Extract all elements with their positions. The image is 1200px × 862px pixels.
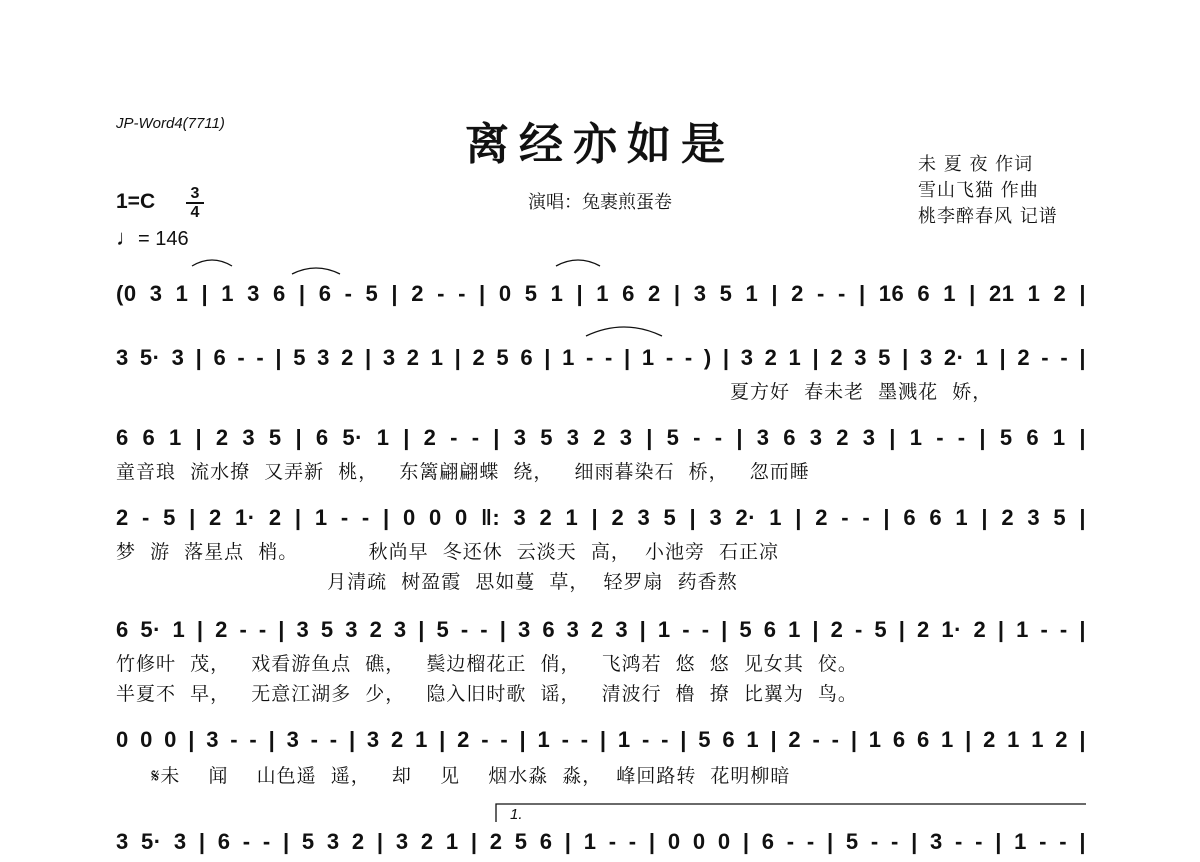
quarter-note-icon: ♩ — [116, 225, 138, 250]
software-stamp: JP-Word4(7711) — [116, 115, 225, 132]
lyricist-credit: 未 夏 夜 作词 — [918, 154, 1034, 175]
lyric-line-4-verse-1: 梦 游 落星点 梢。 秋尚早 冬还休 云淡天 高， 小池旁 石正凉 — [116, 541, 780, 563]
tempo-value: = 146 — [138, 228, 189, 250]
tie-mark — [586, 327, 662, 336]
lyric-line-4-verse-2: 月清疏 树盈霞 思如蔓 草， 轻罗扇 药香熬 — [116, 571, 738, 593]
volta-label: 1. — [510, 806, 523, 823]
score-line-1: (0 3 1 | 1 3 6 | 6 - 5 | 2 - - | 0 5 1 | 1 6 2 | 3 5 1 | 2 - - | 16 6 1 | 21 1 2 | — [116, 281, 1086, 306]
score-line-6: 0 0 0 | 3 - - | 3 - - | 3 2 1 | 2 - - | 1 - - | 1 - - | 5 6 1 | 2 - - | 1 6 6 1 | 2 1 1 2 | — [116, 727, 1086, 752]
lyric-line-3: 童音琅 流水撩 又弄新 桃， 东篱翩翩蝶 绕， 细雨暮染石 桥， 忽而睡 — [116, 461, 810, 483]
lyric-line-5-verse-2: 半夏不 早， 无意江湖多 少， 隐入旧时歌 谣， 清波行 橹 撩 比翼为 鸟。 — [116, 683, 858, 705]
key-signature: 1=C — [116, 190, 156, 213]
score-line-5: 6 5· 1 | 2 - - | 3 5 3 2 3 | 5 - - | 3 6 3 2 3 | 1 - - | 5 6 1 | 2 - 5 | 2 1· 2 | 1 - - | — [116, 617, 1086, 642]
composer-credit: 雪山飞猫 作曲 — [918, 180, 1039, 201]
score-line-4: 2 - 5 | 2 1· 2 | 1 - - | 0 0 0 ‖: 3 2 1 | 2 3 5 | 3 2· 1 | 2 - - | 6 6 1 | 2 3 5 | — [116, 505, 1086, 530]
tie-mark — [192, 260, 232, 266]
song-title: 离经亦如是 — [465, 119, 735, 170]
score-line-2: 3 5· 3 | 6 - - | 5 3 2 | 3 2 1 | 2 5 6 | 1 - - | 1 - - ) | 3 2 1 | 2 3 5 | 3 2· 1 | 2 - - | — [116, 345, 1086, 370]
score-line-7: 3 5· 3 | 6 - - | 5 3 2 | 3 2 1 | 2 5 6 | 1 - - | 0 0 0 | 6 - - | 5 - - | 3 - - | 1 - - | — [116, 829, 1086, 854]
time-signature-bottom: 4 — [190, 204, 200, 221]
lyric-line-2: 夏方好 春未老 墨溅花 娇， — [730, 381, 993, 403]
volta-bracket — [496, 804, 1086, 822]
score-line-3: 6 6 1 | 2 3 5 | 6 5· 1 | 2 - - | 3 5 3 2 3 | 5 - - | 3 6 3 2 3 | 1 - - | 5 6 1 | — [116, 425, 1086, 450]
lyric-line-5-verse-1: 竹修叶 茂， 戏看游鱼点 礁， 鬓边榴花正 俏， 飞鸿若 悠 悠 见女其 佼。 — [116, 653, 858, 675]
lyric-line-6: 𝄋未 闻 山色遥 遥， 却 见 烟水淼 淼， 峰回路转 花明柳暗 — [116, 765, 791, 787]
singer-credit: 演唱：兔裹煎蛋卷 — [528, 192, 672, 213]
time-signature-top: 3 — [190, 185, 200, 202]
tie-mark — [556, 260, 600, 266]
tie-mark — [292, 268, 340, 274]
transcriber-credit: 桃李醉春风 记谱 — [918, 206, 1058, 227]
